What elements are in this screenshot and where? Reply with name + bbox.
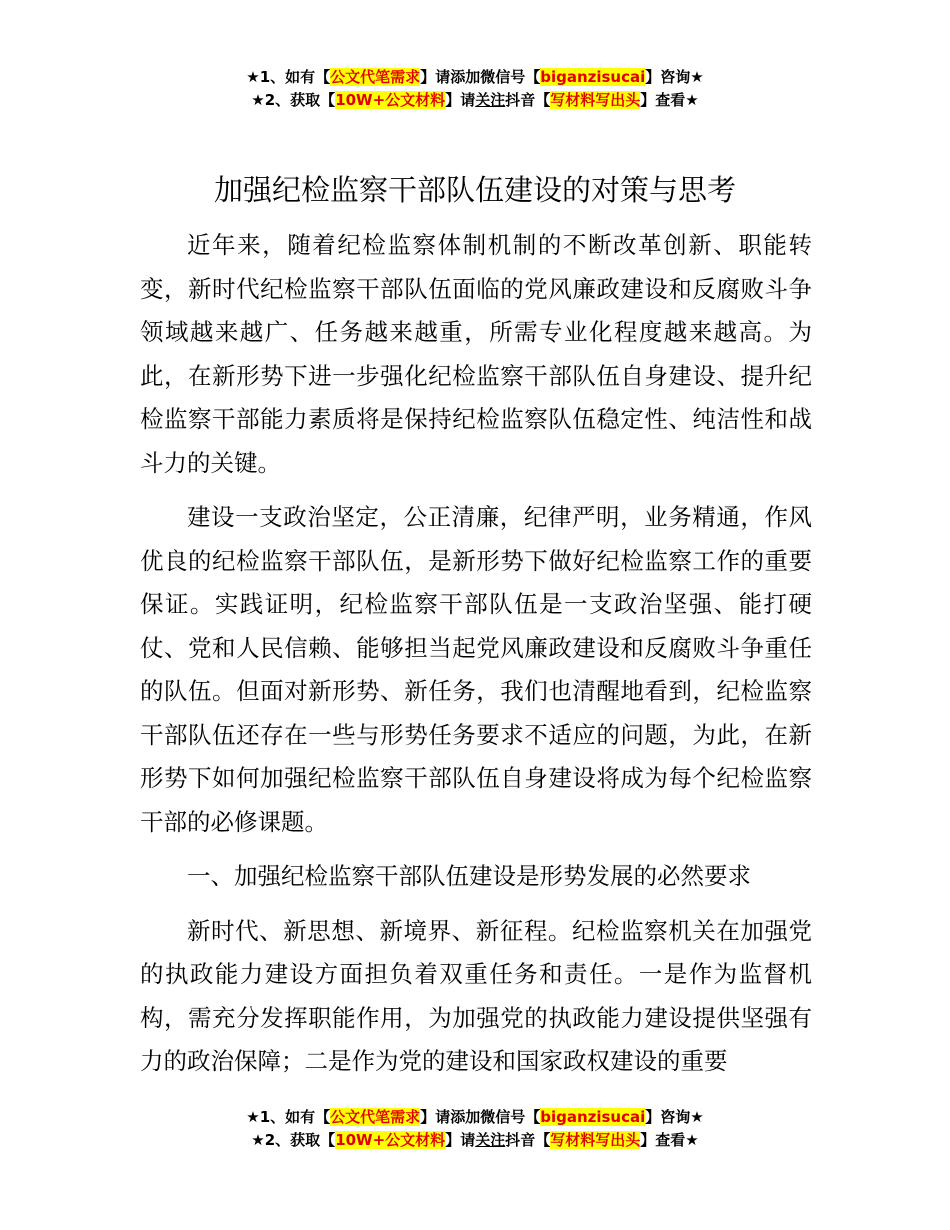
- highlight-service: 公文代笔需求: [330, 68, 421, 86]
- banner-text: 】请: [445, 91, 476, 109]
- banner-text: ★2、获取【: [251, 1131, 336, 1149]
- document-title: 加强纪检监察干部队伍建设的对策与思考: [213, 173, 736, 207]
- banner-line-1: [0, 1106, 950, 1129]
- banner-line-2: [0, 89, 950, 112]
- banner-text: 抖音【: [505, 91, 551, 109]
- banner-text: 】查看★: [640, 91, 699, 109]
- paragraph-3: 新时代、新思想、新境界、新征程。纪检监察机关在加强党的执政能力建设方面担负着双重任务和责任。一是作为监督机构，需充分发挥职能作用，为加强党的执政能力建设提供坚强有力的政治保障；二是作为党的建设和国家政权建设的重要: [140, 916, 812, 1075]
- paragraph-1: 近年来，随着纪检监察体制机制的不断改革创新、职能转变，新时代纪检监察干部队伍面临的党风廉政建设和反腐败斗争领域越来越广、任务越来越重，所需专业化程度越来越高。为此，在新形势下进一步强化纪检监察干部队伍自身建设、提升纪检监察干部能力素质将是保持纪检监察队伍稳定性、纯洁性和战斗力的关键。: [140, 231, 812, 477]
- footer-banner: [0, 1106, 950, 1152]
- highlight-wechat-id: biganzisucai: [540, 1108, 646, 1126]
- paragraph-2: 建设一支政治坚定，公正清廉，纪律严明，业务精通，作风优良的纪检监察干部队伍，是新形势下做好纪检监察工作的重要保证。实践证明，纪检监察干部队伍是一支政治坚强、能打硬仗、党和人民信赖、能够担当起党风廉政建设和反腐败斗争重任的队伍。但面对新形势、新任务，我们也清醒地看到，纪检监察干部队伍还存在一些与形势任务要求不适应的问题，为此，在新形势下如何加强纪检监察干部队伍自身建设将成为每个纪检监察干部的必修课题。: [140, 503, 812, 836]
- banner-text: 】请添加微信号【: [420, 68, 541, 86]
- banner-line-2: [0, 1129, 950, 1152]
- banner-text: 】咨询★: [645, 1108, 704, 1126]
- banner-line-1: [0, 66, 950, 89]
- highlight-wechat-id: biganzisucai: [540, 68, 646, 86]
- banner-text: 】请: [445, 1131, 476, 1149]
- highlight-materials: 10W+公文材料: [335, 1131, 446, 1149]
- underlined-follow: 关注: [475, 91, 506, 109]
- banner-text: 】请添加微信号【: [420, 1108, 541, 1126]
- highlight-douyin-account: 写材料写出头: [550, 1131, 641, 1149]
- header-banner: [0, 66, 950, 112]
- banner-text: ★2、获取【: [251, 91, 336, 109]
- banner-text: 抖音【: [505, 1131, 551, 1149]
- highlight-service: 公文代笔需求: [330, 1108, 421, 1126]
- document-body: [140, 224, 812, 1095]
- underlined-follow: 关注: [475, 1131, 506, 1149]
- section-heading-1: 一、加强纪检监察干部队伍建设是形势发展的必然要求: [187, 862, 751, 890]
- highlight-douyin-account: 写材料写出头: [550, 91, 641, 109]
- banner-text: 】查看★: [640, 1131, 699, 1149]
- banner-text: 】咨询★: [645, 68, 704, 86]
- banner-text: ★1、如有【: [246, 1108, 331, 1126]
- highlight-materials: 10W+公文材料: [335, 91, 446, 109]
- banner-text: ★1、如有【: [246, 68, 331, 86]
